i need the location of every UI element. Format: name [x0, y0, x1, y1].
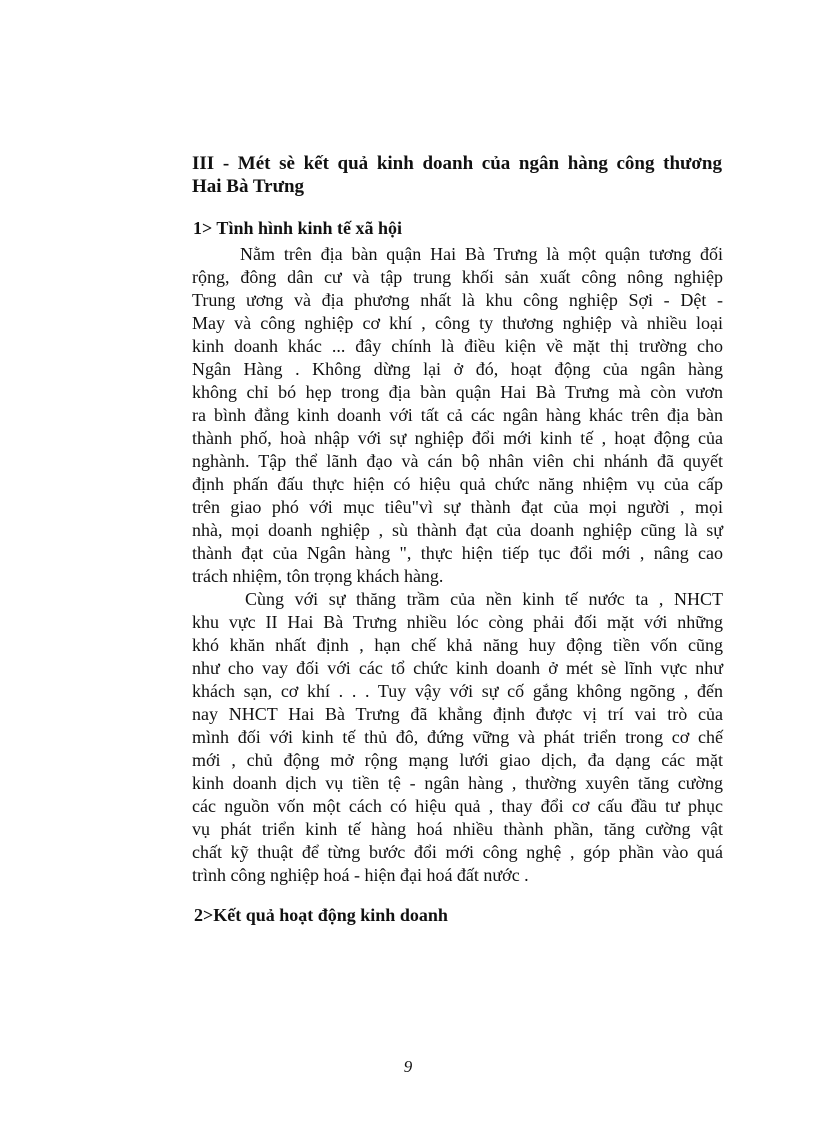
section-title	[192, 151, 722, 197]
paragraph-line: như cho vay đối với các tổ chức kinh doanh ở mét sè lĩnh vực như	[192, 658, 723, 678]
paragraph-line: kinh doanh dịch vụ tiền tệ - ngân hàng , thường xuyên tăng cường	[192, 773, 723, 793]
paragraph-line: rộng, đông dân cư và tập trung khối sản xuất công nông nghiệp	[192, 267, 723, 287]
paragraph-line: định phấn đấu thực hiện có hiệu quả chức năng nhiệm vụ của cấp	[192, 474, 723, 494]
paragraph-line: chất kỹ thuật để từng bước đổi mới công nghệ , góp phần vào quá	[192, 842, 723, 862]
paragraph-line: Trung ương và địa phương nhất là khu công nghiệp Sợi - Dệt -	[192, 290, 723, 310]
paragraph-line: ra bình đẳng kinh doanh với tất cả các ngân hàng khác trên địa bàn	[192, 405, 723, 425]
paragraph-line: May và công nghiệp cơ khí , công ty thương nghiệp và nhiều loại	[192, 313, 723, 333]
paragraph-line: vụ phát triển kinh tế hàng hoá nhiều thành phần, tăng cường vật	[192, 819, 723, 839]
paragraph-line: Ngân Hàng . Không dừng lại ở đó, hoạt động của ngân hàng	[192, 359, 723, 379]
paragraph-2	[192, 588, 723, 887]
paragraph-line: thành đạt của Ngân hàng ", thực hiện tiếp tục đổi mới , nâng cao	[192, 543, 723, 563]
paragraph-line: nay NHCT Hai Bà Trưng đã khẳng định được vị trí vai trò của	[192, 704, 723, 724]
paragraph-line: trách nhiệm, tôn trọng khách hàng.	[192, 566, 444, 586]
paragraph-line: trên giao phó với mục tiêu"vì sự thành đạt của mọi người , mọi	[192, 497, 723, 517]
paragraph-line: mới , chủ động mở rộng mạng lưới giao dịch, đa dạng các mặt	[192, 750, 723, 770]
paragraph-line: không chỉ bó hẹp trong địa bàn quận Hai Bà Trưng mà còn vươn	[192, 382, 723, 402]
paragraph-line: khó khăn nhất định , hạn chế khả năng huy động tiền vốn cũng	[192, 635, 723, 655]
paragraph-line: thành phố, hoà nhập với sự nghiệp đổi mới kinh tế , hoạt động của	[192, 428, 723, 448]
subsection-heading-2: 2>Kết quả hoạt động kinh doanh	[194, 905, 448, 925]
paragraph-line: khu vực II Hai Bà Trưng nhiều lóc còng phải đối mặt với những	[192, 612, 723, 632]
paragraph-line: Nằm trên địa bàn quận Hai Bà Trưng là một quận tương đối	[240, 244, 723, 264]
section-title-line: III - Mét sè kết quả kinh doanh của ngân hàng công thương	[192, 153, 722, 174]
paragraph-line: trình công nghiệp hoá - hiện đại hoá đất nước .	[192, 865, 529, 885]
paragraph-line: nhà, mọi doanh nghiệp , sù thành đạt của doanh nghiệp cũng là sự	[192, 520, 723, 540]
paragraph-line: mình đối với kinh tế thủ đô, đứng vững và phát triển trong cơ chế	[192, 727, 723, 747]
paragraph-line: các nguồn vốn một cách có hiệu quả , thay đổi cơ cấu đầu tư phục	[192, 796, 723, 816]
paragraph-line: Cùng với sự thăng trầm của nền kinh tế nước ta , NHCT	[245, 589, 723, 609]
paragraph-line: nghành. Tập thể lãnh đạo và cán bộ nhân viên chi nhánh đã quyết	[192, 451, 723, 471]
paragraph-1	[192, 243, 723, 588]
page-number: 9	[403, 1057, 413, 1076]
paragraph-line: kinh doanh khác ... đây chính là điều kiện về mặt thị trường cho	[192, 336, 723, 356]
section-title-line: Hai Bà Trưng	[192, 176, 305, 197]
subsection-heading-1: 1> Tình hình kinh tế xã hội	[193, 218, 403, 238]
paragraph-line: khách sạn, cơ khí . . . Tuy vậy với sự cố gắng không ngõng , đến	[192, 681, 723, 701]
